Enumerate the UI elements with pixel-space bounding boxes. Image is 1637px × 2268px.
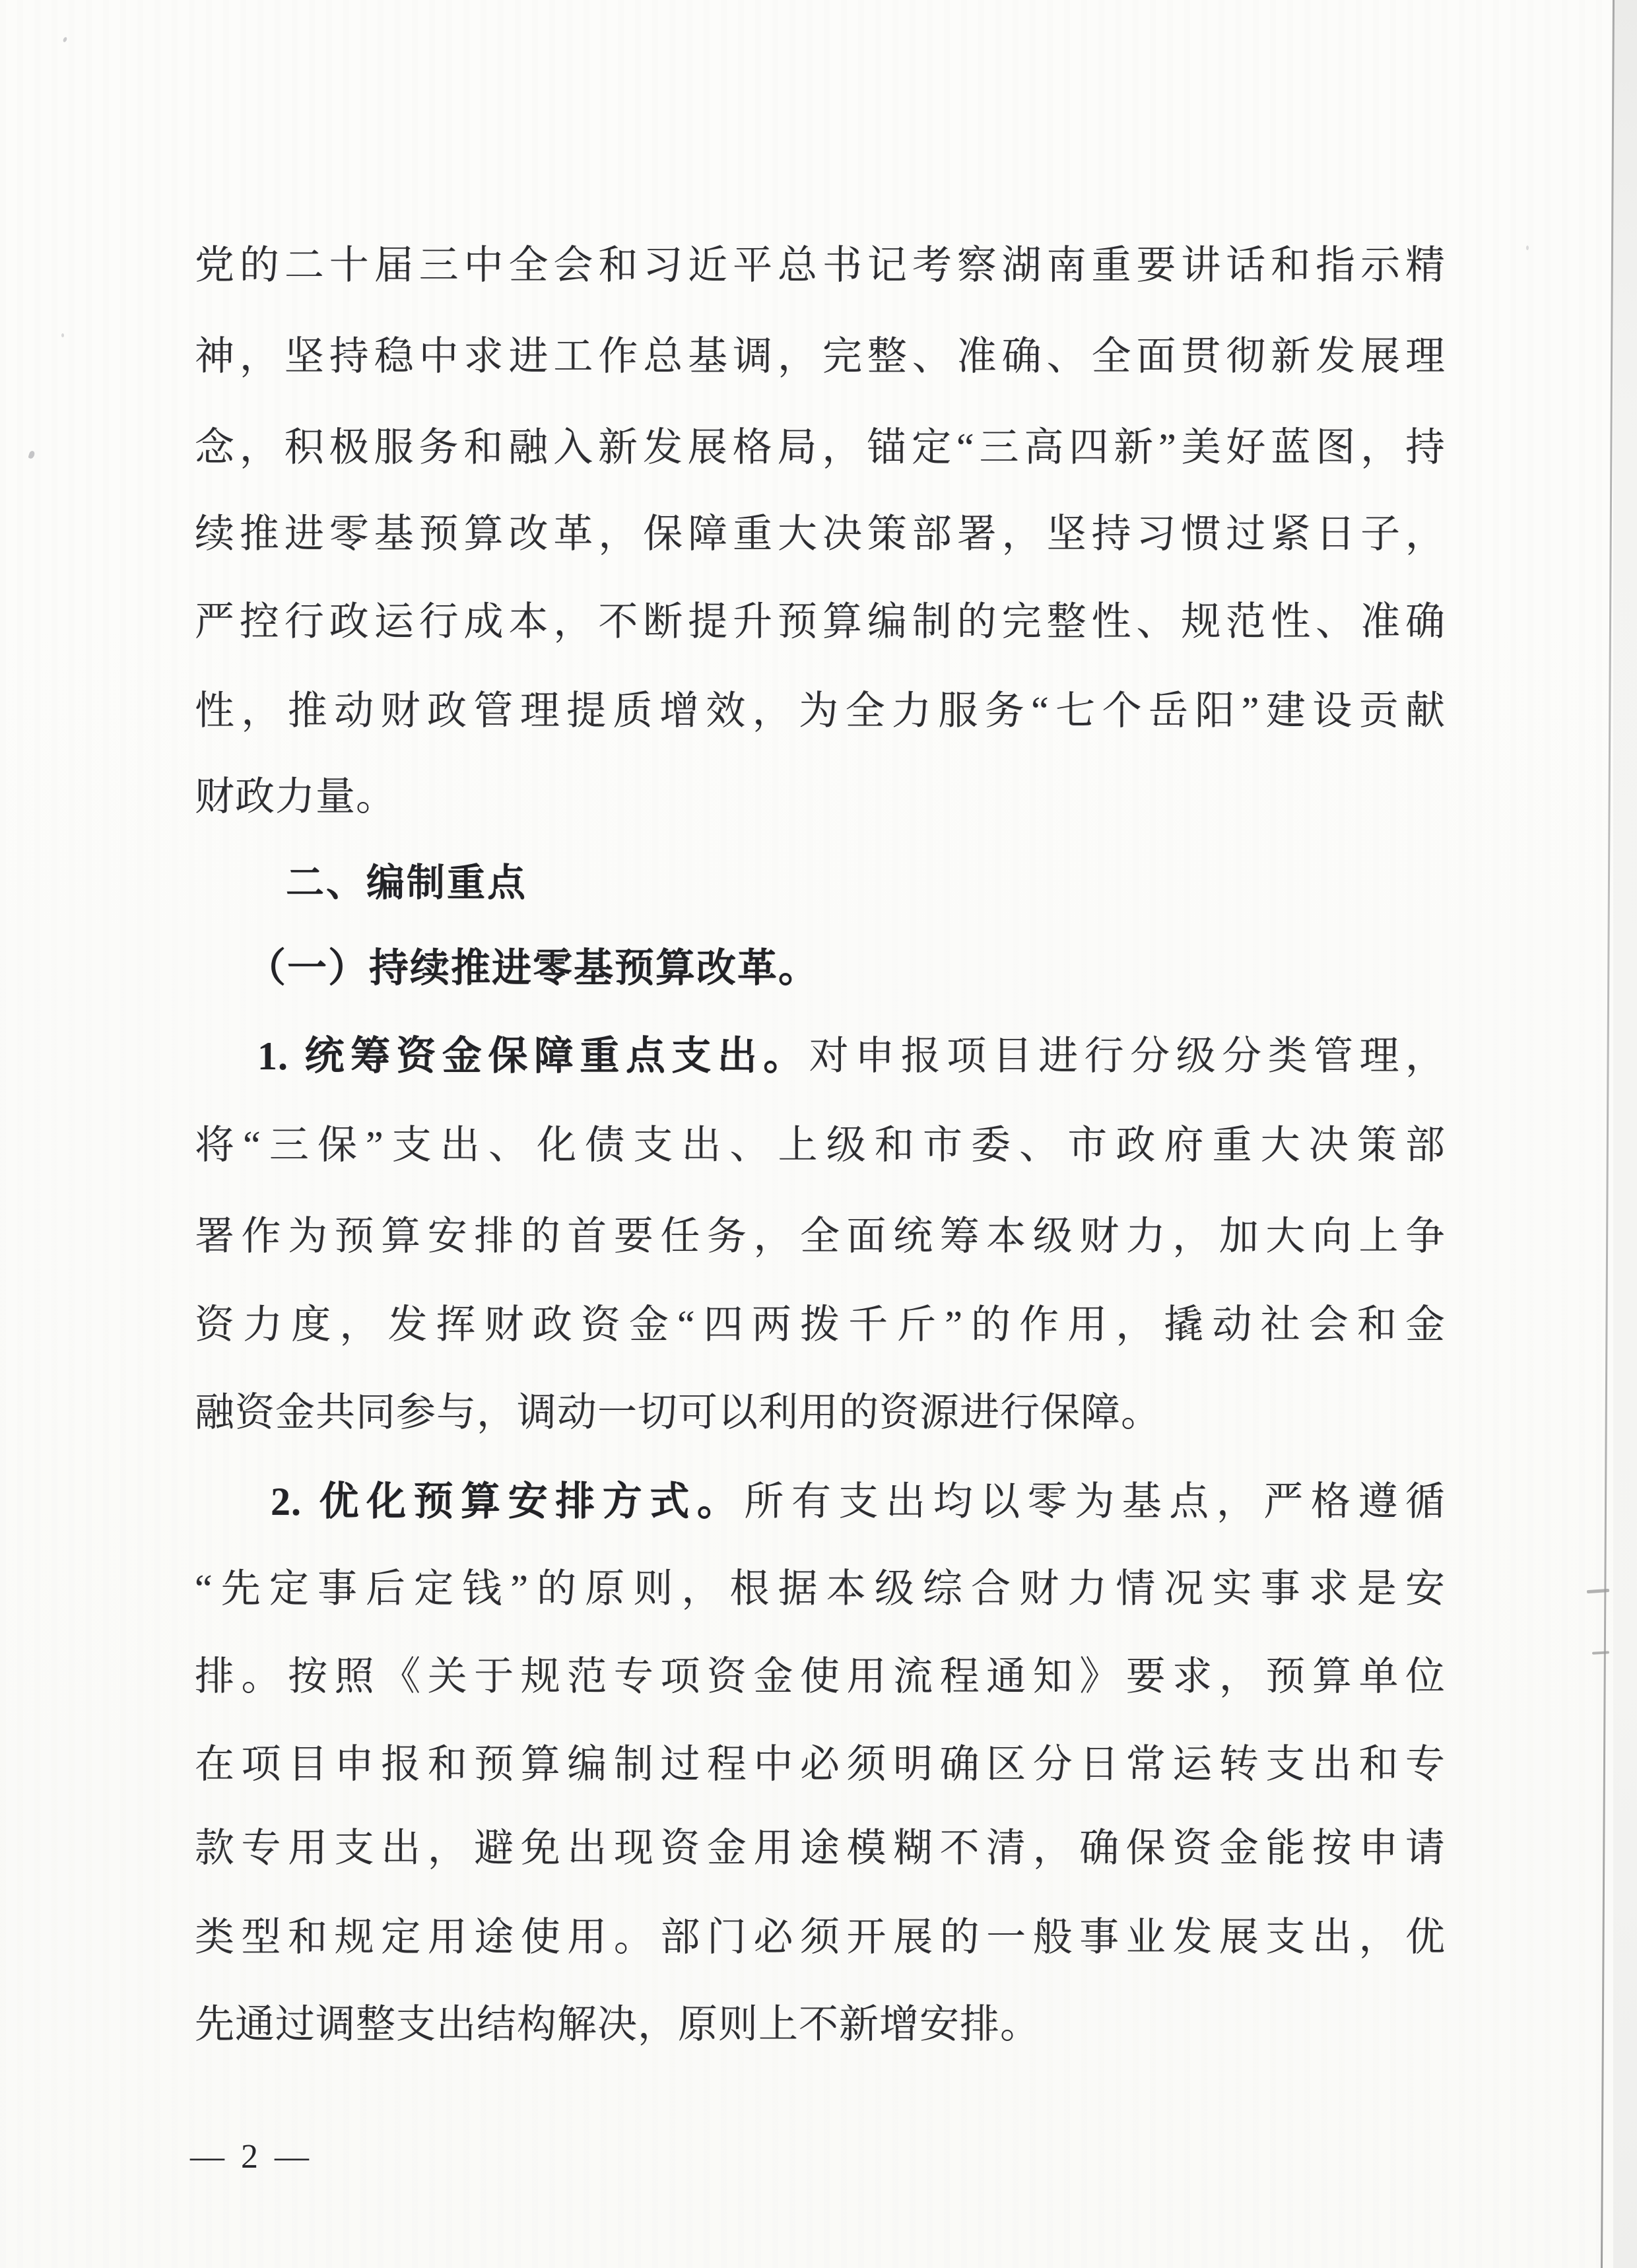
- line-text: 将“三保”支出、化债支出、上级和市委、市政府重大决策部: [195, 1123, 1446, 1167]
- bold-lead-text: 2. 优化预算安排方式。: [271, 1480, 745, 1523]
- text-line: [195, 1824, 1446, 1873]
- text-line: [195, 597, 1446, 646]
- line-text: 财政力量。: [195, 775, 396, 818]
- line-text: 在项目申报和预算编制过程中必须明确区分日常运转支出和专: [195, 1743, 1446, 1786]
- line-text: 类型和规定用途使用。部门必须开展的一般事业发展支出，优: [195, 1916, 1446, 1959]
- line-text: 神，坚持稳中求进工作总基调，完整、准确、全面贯彻新发展理: [195, 335, 1446, 378]
- scan-speck: [1526, 246, 1529, 250]
- text-line: [195, 1388, 1161, 1437]
- text-line: [195, 1121, 1446, 1170]
- line-text: 款专用支出，避免出现资金用途模糊不清，确保资金能按申请: [195, 1826, 1446, 1870]
- line-text: 先通过调整支出结构解决，原则上不新增安排。: [195, 2003, 1040, 2046]
- text-line: [286, 859, 527, 908]
- line-text: 署作为预算安排的首要任务，全面统筹本级财力，加大向上争: [195, 1215, 1446, 1258]
- text-line: [195, 510, 1446, 558]
- bold-lead-text: 二、编制重点: [286, 861, 528, 904]
- text-line: [195, 772, 396, 821]
- text-line: [195, 1564, 1446, 1613]
- text-line: [195, 241, 1446, 290]
- line-text: 融资金共同参与，调动一切可以利用的资源进行保障。: [195, 1391, 1161, 1434]
- text-line: [271, 1477, 1446, 1526]
- scan-speck: [61, 333, 64, 337]
- text-line: [195, 1652, 1446, 1701]
- line-text: 排。按照《关于规范专项资金使用流程通知》要求，预算单位: [195, 1655, 1446, 1698]
- line-text: “先定事后定钱”的原则，根据本级综合财力情况实事求是安: [195, 1567, 1446, 1611]
- line-text: 资力度，发挥财政资金“四两拨千斤”的作用，撬动社会和金: [195, 1303, 1446, 1347]
- scan-edge-shade: [1613, 0, 1637, 2268]
- line-text: 对申报项目进行分级分类管理，: [809, 1034, 1446, 1078]
- line-text: 党的二十届三中全会和习近平总书记考察湖南重要讲话和指示精: [195, 244, 1446, 287]
- bold-lead-text: （一）持续推进零基预算改革。: [246, 947, 819, 990]
- text-line: [195, 1212, 1446, 1261]
- line-text: 性，推动财政管理提质增效，为全力服务“七个岳阳”建设贡献: [195, 689, 1446, 733]
- line-text: 所有支出均以零为基点，严格遵循: [744, 1480, 1446, 1523]
- line-text: 严控行政运行成本，不断提升预算编制的完整性、规范性、准确: [195, 600, 1446, 644]
- text-line: [257, 1032, 1446, 1081]
- text-line: [195, 1913, 1446, 1962]
- text-line: [195, 423, 1446, 472]
- line-text: 念，积极服务和融入新发展格局，锚定“三高四新”美好蓝图，持: [195, 426, 1446, 469]
- line-text: 续推进零基预算改革，保障重大决策部署，坚持习惯过紧日子，: [195, 512, 1446, 556]
- text-line: [195, 2000, 1040, 2049]
- text-line: [246, 944, 819, 993]
- text-line: [195, 332, 1446, 381]
- bold-lead-text: 1. 统筹资金保障重点支出。: [257, 1034, 809, 1078]
- page-number: — 2 —: [190, 2138, 313, 2176]
- text-line: [195, 1740, 1446, 1789]
- text-line: [195, 686, 1446, 735]
- text-line: [195, 1300, 1446, 1349]
